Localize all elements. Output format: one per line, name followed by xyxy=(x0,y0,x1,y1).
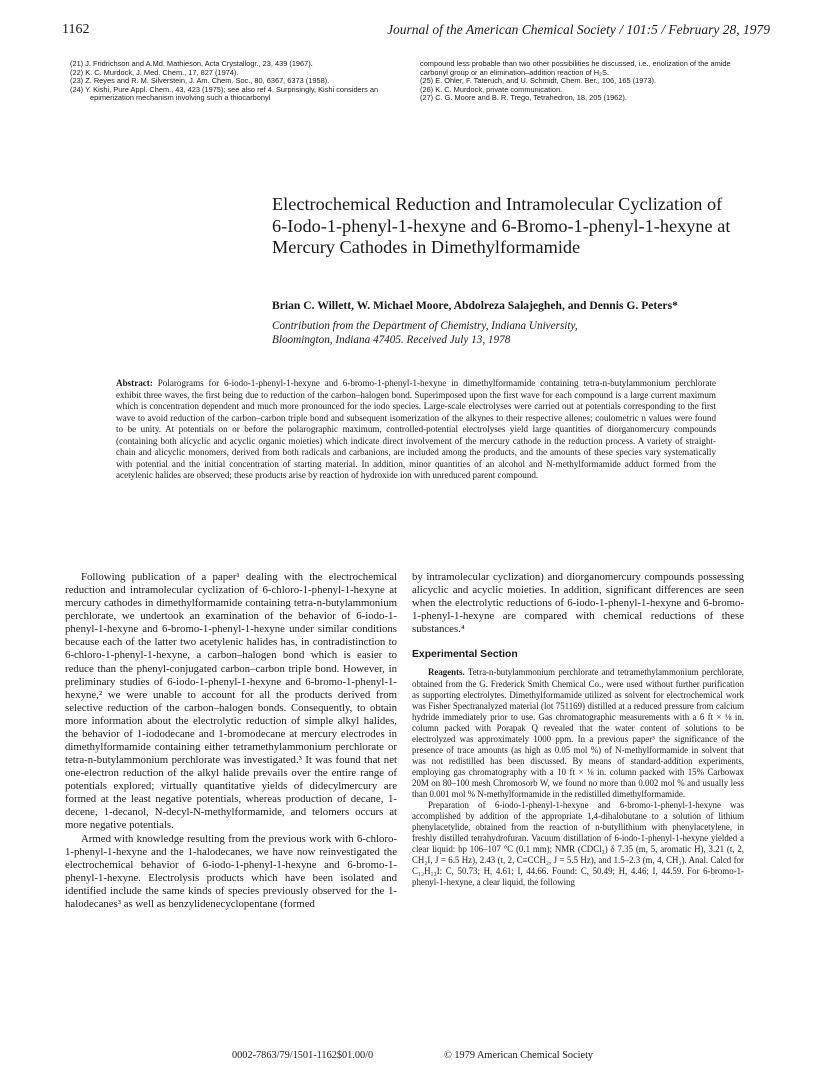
reference-item: (27) C. G. Moore and B. R. Trego, Tetrahedron, 18, 205 (1962). xyxy=(420,93,627,103)
reference-item: (24) Y. Kishi, Pure Appl. Chem., 43, 423 (1975); see also ref 4. Surprisingly, Kishi considers an epimerization mechanism involving such a thiocarbonyl xyxy=(70,84,379,103)
reference-item: (22) K. C. Murdock, J. Med. Chem., 17, 827 (1974). xyxy=(70,67,239,77)
body-paragraph: Following publication of a paper¹ dealing with the electrochemical reduction and intramolecular cyclization of 6-chloro-1-phenyl-1-hexyne at mercury cathodes in dimethylformamide containing tetra-n-butylammonium perchlorate, we undertook an examination of the behavior of 6-iodo-1-phenyl-1-hexyne and 6-bromo-1-phenyl-1-hexyne under similar conditions because each of the latter two acetylenic halides has, in contradistinction to 6-chloro-1-phenyl-1-hexyne, a carbon–halogen bond which is easier to reduce than the phenyl-conjugated carbon–carbon triple bond. However, in preliminary studies of 6-iodo-1-phenyl-1-hexyne and 6-bromo-1-phenyl-1-hexyne,² we were unable to account for all the products derived from selective reduction of the carbon–halogen bonds. Consequently, to obtain more information about the electrolytic reduction of simple alkyl halides, the behavior of 1-iododecane and 1-bromodecane at mercury electrodes in dimethylformamide containing either tetramethylammonium perchlorate or tetra-n-butylammonium perchlorate was investigated.³ It was found that net one-electron reduction of the alkyl halide prevails over the entire range of potentials explored; virtually quantitative yields of didecylmercury are formed at the least negative potentials, whereas production of decane, 1-decene, 1-decanol, N-decyl-N-methylformamide, and telomers occurs at more negative potentials. xyxy=(65,571,397,832)
run-in-heading: Reagents. xyxy=(428,667,465,678)
reference-item: (25) E. Ohler, F. Tateruch, and U. Schmidt, Chem. Ber., 106, 165 (1973). xyxy=(420,76,657,86)
reference-item: (26) K. C. Murdock, private communication. xyxy=(420,84,563,94)
reference-item: (23) Z. Reyes and R. M. Silverstein, J. Am. Chem. Soc., 80, 6367, 6373 (1958). xyxy=(70,76,330,86)
section-heading: Experimental Section xyxy=(412,649,518,661)
affiliation xyxy=(272,320,742,347)
author-list: Brian C. Willett, W. Michael Moore, Abdolreza Salajegheh, and Dennis G. Peters* xyxy=(272,299,678,312)
body-paragraph: Preparation of 6-iodo-1-phenyl-1-hexyne and 6-bromo-1-phenyl-1-hexyne was accomplished by addition of the appropriate 1,4-dihalobutane to a solution of lithium phenylacetylide, obtained from the reaction of n-butyllithium with phenylacetylene, in freshly distilled tetrahydrofuran. Vacuum distillation of 6-iodo-1-phenyl-1-hexyne yielded a clear liquid: bp 106–107 °C (0.1 mm); NMR (CDCl₃) δ 7.35 (m, 5, aromatic H), 3.21 (t, 2, CH₂I, J = 6.5 Hz), 2.43 (t, 2, C≡CCH₂, J = 5.5 Hz), and 1.5–2.3 (m, 4, CH₂). Anal. Calcd for C₁₂H₁₃I: C, 50.73; H, 4.61; I, 44.66. Found: C, 50.49; H, 4.46; I, 44.59. For 6-bromo-1-phenyl-1-hexyne, a clear liquid, the following xyxy=(412,800,744,888)
paragraph-text: Tetra-n-butylammonium perchlorate and tetramethylammonium perchlorate, obtained from the G. Frederick Smith Chemical Co., were used without further purification as supporting electrolytes. Dimethylformamide utilized as solvent for electrochemical work was Fisher Spectranalyzed material (lot 751169) distilled at a reduced pressure from calcium hydride immediately prior to use. Gas chromatographic measurements with a 6 ft × ⅛ in. column packed with Porapak Q revealed that the water content of solutions to be electrolyzed was approximately 1000 ppm. In a previous paper³ the significance of the presence of trace amounts (as high as 0.05 mol %) of N-methylformamide in solvent that was not redistilled has been discussed. By means of standard-addition experiments, employing gas chromatography with a 10 ft × ⅛ in. column packed with 15% Carbowax 20M on 80–100 mesh Chromosorb W, we found no more than 0.002 mol % and usually less than 0.001 mol % N-methylformamide in the redistilled dimethylformamide. xyxy=(412,667,744,799)
abstract-text: Polarograms for 6-iodo-1-phenyl-1-hexyne and 6-bromo-1-phenyl-1-hexyne in dimethylformamide containing tetra-n-butylammonium perchlorate exhibit three waves, the first being due to reduction of the carbon–halogen bond. Superimposed upon the first wave for each compound is a large current maximum which is concentration dependent and much more pronounced for the iodo species. Large-scale electrolyses were carried out at potentials corresponding to the first wave to avoid reduction of the carbon–carbon triple bond and subsequent isomerization of the alkynes to their respective allenes; coulometric n values were found to be unity. At potentials on or before the polarographic maximum, controlled-potential electrolyses yield large quantities of diorganomercury compounds (containing both alicyclic and acyclic organic moieties) which indicate direct involvement of the mercury cathode in the reduction process. A variety of straight-chain and alicyclic monomers, derived from both radicals and carbanions, are included among the products, and the amounts of these species vary systematically with potential and the initial concentration of starting material. In addition, minor quantities of an alcohol and N-methylformamide adduct formed from the acetylenic halides are observed; these products arise by reaction of hydroxide ion with unreduced parent compound. xyxy=(116,378,716,481)
body-paragraph: Armed with knowledge resulting from the previous work with 6-chloro-1-phenyl-1-hexyne and the 1-halodecanes, we have now reinvestigated the electrochemical behavior of 6-iodo-1-phenyl-1-hexyne and 6-bromo-1-phenyl-1-hexyne. Electrolysis products which have been isolated and identified include the same kinds of species previously observed for the 1-halodecanes³ as well as benzylidenecyclopentane (formed xyxy=(65,832,397,910)
article-title: Electrochemical Reduction and Intramolecular Cyclization of 6-Iodo-1-phenyl-1-hexyne and 6-Bromo-1-phenyl-1-hexyne at Mercury Cathodes in Dimethylformamide xyxy=(272,194,731,257)
affiliation-line: Contribution from the Department of Chemistry, Indiana University, xyxy=(272,320,578,332)
body-paragraph xyxy=(412,667,744,800)
references-right-column xyxy=(420,60,758,103)
copyright: © 1979 American Chemical Society xyxy=(444,1050,594,1061)
abstract-label: Abstract: xyxy=(116,378,153,388)
page-number: 1162 xyxy=(62,22,90,37)
reference-item: (21) J. Fridrichson and A.Md. Mathieson, Acta Crystallogr., 23, 439 (1967). xyxy=(70,59,313,68)
footer-code: 0002-7863/79/1501-1162$01.00/0 xyxy=(232,1050,374,1061)
running-header xyxy=(62,22,770,42)
reference-continuation: compound less probable than two other possibilities he discussed, i.e., enolization of the amide carbonyl group or an elimination–addition reaction of H₂S. xyxy=(420,59,731,77)
affiliation-line: Bloomington, Indiana 47405. Received July 13, 1978 xyxy=(272,333,511,346)
body-left-column xyxy=(65,571,397,911)
body-right-column xyxy=(412,571,744,888)
references-left-column xyxy=(70,60,396,103)
abstract xyxy=(116,378,716,482)
journal-citation: Journal of the American Chemical Society / 101:5 / February 28, 1979 xyxy=(387,22,770,37)
body-paragraph: by intramolecular cyclization) and diorganomercury compounds possessing alicyclic and acyclic moieties. In addition, significant differences are seen when the electrolytic reductions of 6-iodo-1-phenyl-1-hexyne and 6-bromo-1-phenyl-1-hexyne are compared with chemical reductions of these substances.⁴ xyxy=(412,571,744,636)
